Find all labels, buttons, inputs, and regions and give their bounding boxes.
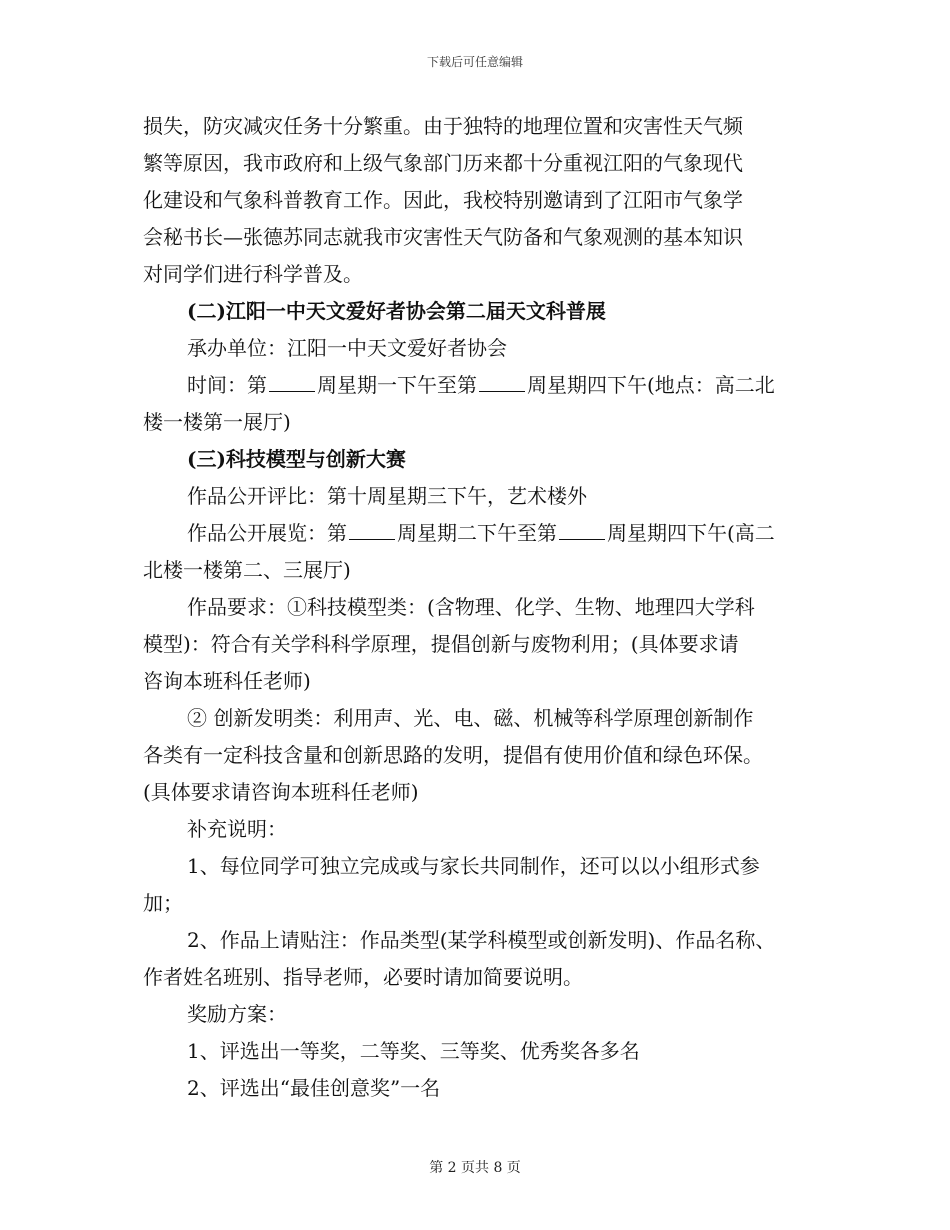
fill-in-blank [479, 371, 525, 392]
requirement-line: 模型)：符合有关学科科学原理，提倡创新与废物利用；(具体要求请 [143, 632, 739, 656]
award-title: 奖励方案： [187, 1002, 287, 1026]
page-header: 下载后可任意编辑 [426, 55, 523, 69]
paragraph-line: 会秘书长—张德苏同志就我市灾害性天气防备和气象观测的基本知识 [143, 225, 743, 249]
fill-in-blank [269, 371, 315, 392]
requirement-line: 作品要求：①科技模型类：(含物理、化学、生物、地理四大学科 [187, 595, 755, 619]
invention-line: ② 创新发明类：利用声、光、电、磁、机械等科学原理创新制作 [187, 706, 754, 730]
fill-in-blank [559, 519, 605, 540]
paragraph-line: 损失，防灾减灾任务十分繁重。由于独特的地理位置和灾害性天气频 [143, 114, 743, 138]
review-line: 作品公开评比：第十周星期三下午，艺术楼外 [187, 484, 587, 508]
organizer-line: 承办单位：江阳一中天文爱好者协会 [187, 336, 507, 360]
section-heading-tech-model: (三)科技模型与创新大赛 [187, 447, 406, 471]
supplement-item: 2、作品上请贴注：作品类型(某学科模型或创新发明)、作品名称、 [187, 928, 776, 952]
fill-in-blank [349, 519, 395, 540]
paragraph-line: 对同学们进行科学普及。 [143, 262, 363, 286]
page-footer: 第 2 页共 8 页 [429, 1160, 521, 1176]
award-item: 1、评选出一等奖，二等奖、三等奖、优秀奖各多名 [187, 1039, 640, 1063]
exhibit-line-cont: 北楼一楼第二、三展厅) [143, 558, 351, 582]
exhibit-line: 作品公开展览：第 周星期二下午至第 周星期四下午(高二 [187, 521, 775, 545]
time-line: 时间：第 周星期一下午至第 周星期四下午(地点：高二北 [187, 373, 775, 397]
paragraph-line: 化建设和气象科普教育工作。因此，我校特别邀请到了江阳市气象学 [143, 188, 743, 212]
requirement-line: 咨询本班科任老师) [143, 669, 311, 693]
supplement-item: 加； [143, 891, 183, 915]
time-line-cont: 楼一楼第一展厅) [143, 410, 291, 434]
section-heading-astronomy: (二)江阳一中天文爱好者协会第二届天文科普展 [187, 299, 606, 323]
invention-line: 各类有一定科技含量和创新思路的发明，提倡有使用价值和绿色环保。 [143, 743, 763, 767]
award-item: 2、评选出“最佳创意奖”一名 [187, 1076, 441, 1100]
supplement-item: 作者姓名班别、指导老师，必要时请加简要说明。 [143, 965, 583, 989]
supplement-item: 1、每位同学可独立完成或与家长共同制作，还可以以小组形式参 [187, 854, 760, 878]
invention-line: (具体要求请咨询本班科任老师) [143, 780, 419, 804]
supplement-title: 补充说明： [187, 817, 287, 841]
document-body [143, 108, 823, 1107]
paragraph-line: 繁等原因，我市政府和上级气象部门历来都十分重视江阳的气象现代 [143, 151, 743, 175]
